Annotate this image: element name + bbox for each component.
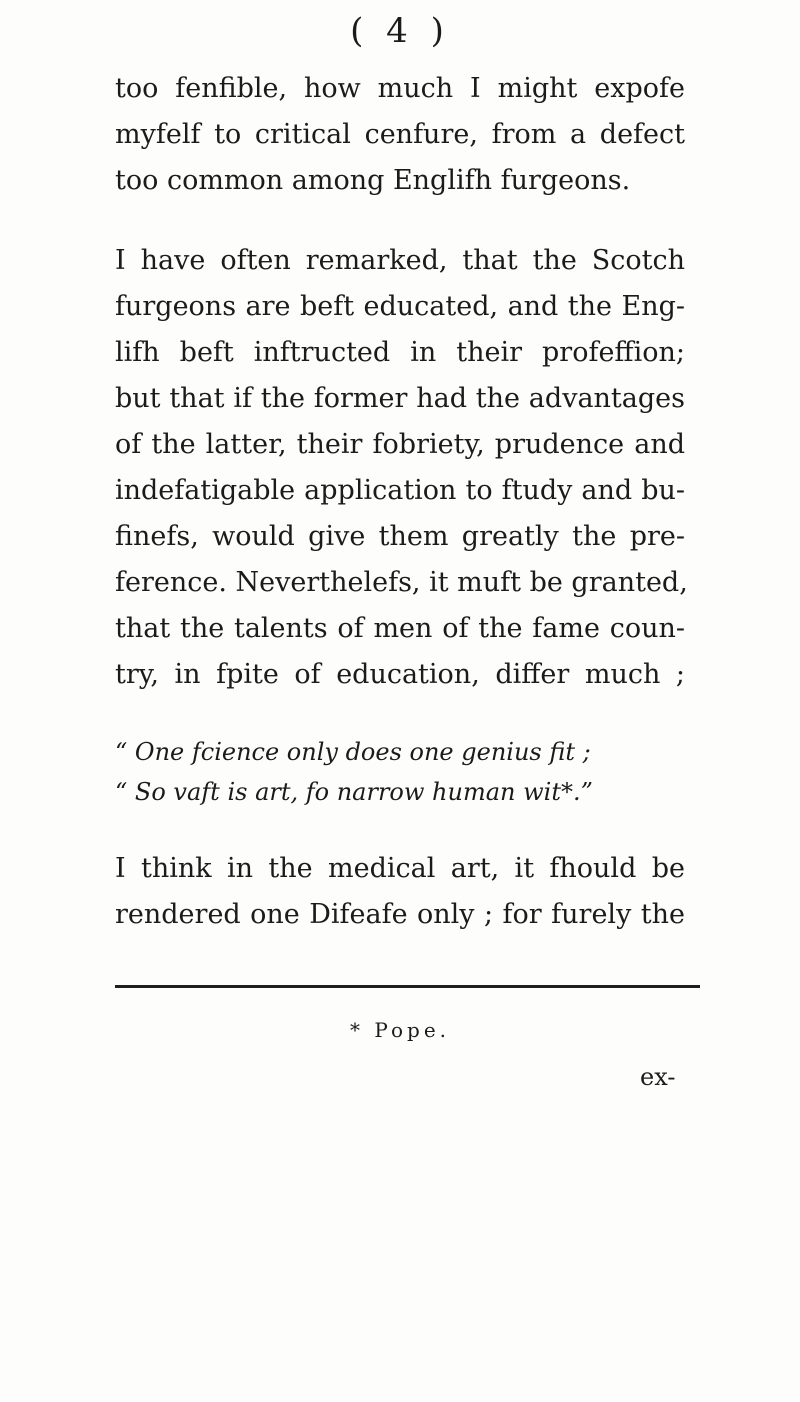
- text-line: lifh beft inftructed in their profeffion;: [115, 337, 685, 368]
- text-line: ference. Neverthelefs, it muft be granted,: [115, 567, 688, 598]
- body-text: [115, 66, 688, 938]
- quote-line: “ One fcience only does one genius fit ;: [115, 738, 591, 766]
- text-line: finefs, would give them greatly the pre-: [115, 521, 685, 552]
- text-line: of the latter, their fobriety, prudence and: [115, 429, 685, 460]
- paragraph-1: [115, 66, 685, 204]
- text-line: indefatigable application to ftudy and bu-: [115, 475, 685, 506]
- text-line: rendered one Difeafe only ; for furely the: [115, 899, 685, 930]
- text-line: too common among Englifh furgeons.: [115, 165, 631, 196]
- footnote: * Pope.: [349, 1018, 451, 1042]
- text-line: but that if the former had the advantages: [115, 383, 685, 414]
- page-number: ( 4 ): [350, 11, 450, 51]
- text-line: myfelf to critical cenfure, from a defect: [115, 119, 685, 150]
- footnote-rule: [115, 985, 700, 988]
- text-line: too fenfible, how much I might expofe: [115, 73, 685, 104]
- text-line: furgeons are beft educated, and the Eng-: [115, 291, 685, 322]
- verse-quote: [115, 732, 685, 812]
- paragraph-3: [115, 846, 685, 938]
- text-line: I think in the medical art, it fhould be: [115, 853, 685, 884]
- text-line: that the talents of men of the fame coun-: [115, 613, 685, 644]
- catchword: ex-: [640, 1063, 676, 1091]
- text-line: I have often remarked, that the Scotch: [115, 245, 685, 276]
- text-line: try, in fpite of education, differ much ;: [115, 659, 685, 690]
- quote-line: “ So vaft is art, fo narrow human wit*.”: [115, 778, 593, 806]
- paragraph-2: [115, 238, 688, 698]
